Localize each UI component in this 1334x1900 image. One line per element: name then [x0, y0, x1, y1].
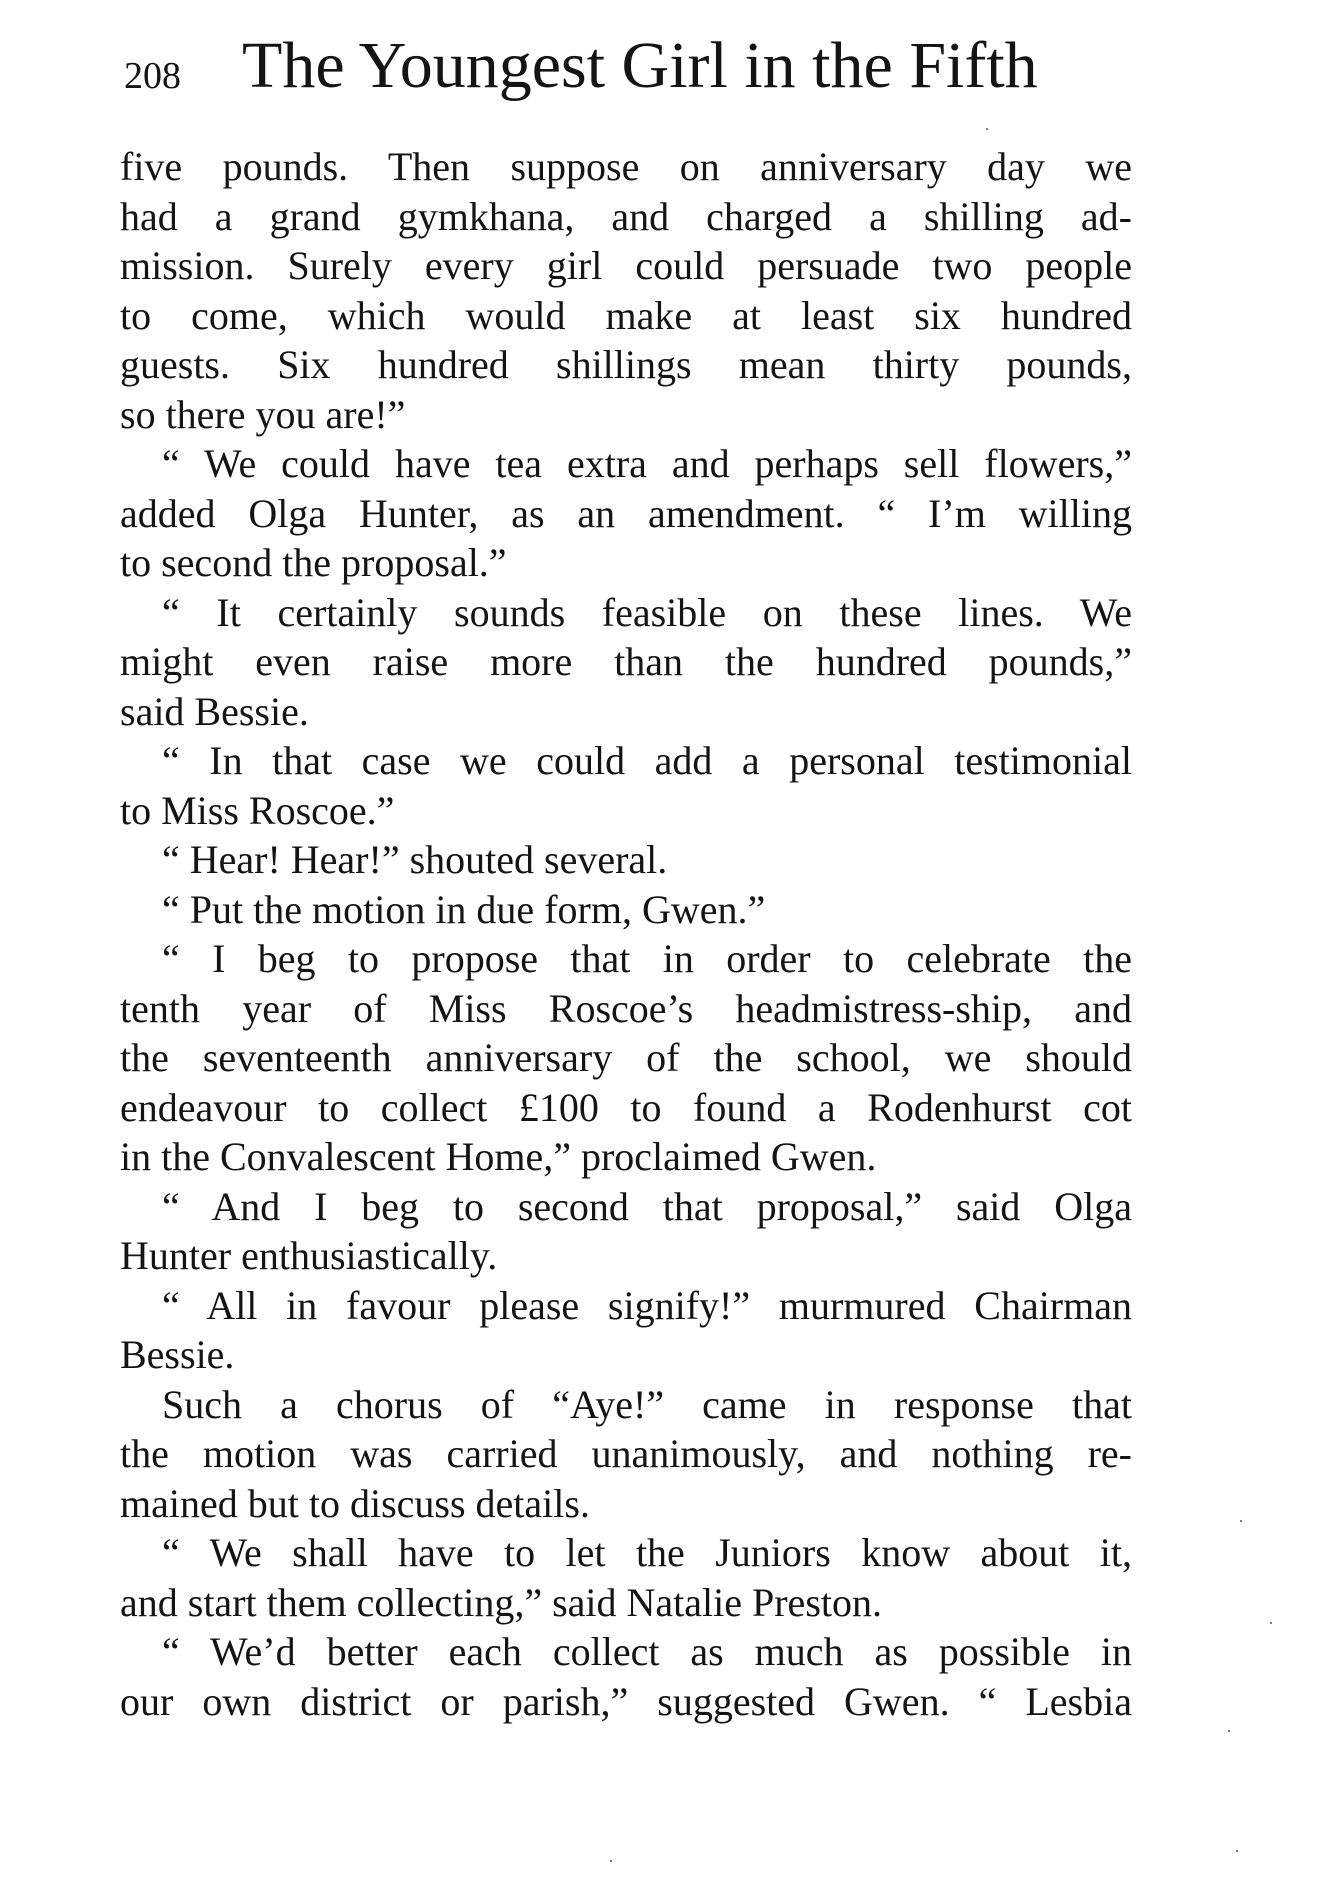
- text-line: Such a chorus of “Aye!” came in response that: [162, 1381, 1132, 1427]
- text-line: endeavour to collect £100 to found a Rodenhurst cot: [120, 1084, 1132, 1130]
- text-line: to Miss Roscoe.”: [120, 787, 395, 833]
- text-line: might even raise more than the hundred pounds,”: [120, 639, 1132, 684]
- scan-speck: [610, 1860, 612, 1862]
- text-line: said Bessie.: [120, 688, 309, 734]
- text-line: tenth year of Miss Roscoe’s headmistress-ship, and: [120, 985, 1132, 1031]
- text-line: “ We’d better each collect as much as possible in: [162, 1629, 1132, 1674]
- running-title: The Youngest Girl in the Fifth: [242, 29, 1038, 102]
- scan-speck: [1236, 1850, 1238, 1852]
- text-line: our own district or parish,” suggested Gwen. “ Lesbia: [120, 1678, 1132, 1724]
- text-line: “ We shall have to let the Juniors know about it,: [162, 1530, 1132, 1575]
- text-line: the seventeenth anniversary of the school, we should: [120, 1035, 1132, 1080]
- text-line: so there you are!”: [120, 391, 406, 437]
- text-line: “ It certainly sounds feasible on these lines. We: [162, 589, 1132, 635]
- text-line: to second the proposal.”: [120, 540, 507, 585]
- scan-speck: [986, 128, 988, 130]
- text-line: “ In that case we could add a personal testimonial: [162, 738, 1132, 783]
- text-line: “ Put the motion in due form, Gwen.”: [162, 886, 766, 932]
- text-line: Bessie.: [120, 1332, 235, 1377]
- text-line: mained but to discuss details.: [120, 1480, 590, 1526]
- scan-speck: [1240, 1520, 1242, 1522]
- text-line: Hunter enthusiastically.: [120, 1233, 498, 1278]
- body-text: [120, 142, 1132, 1726]
- page-number: 208: [124, 55, 181, 97]
- running-header: [124, 28, 1134, 108]
- text-line: “ And I beg to second that proposal,” said Olga: [162, 1183, 1132, 1229]
- text-line: guests. Six hundred shillings mean thirty pounds,: [120, 342, 1132, 387]
- text-line: added Olga Hunter, as an amendment. “ I’m willing: [120, 490, 1132, 536]
- text-line: “ All in favour please signify!” murmured Chairman: [162, 1282, 1132, 1328]
- scan-speck: [1228, 1730, 1230, 1732]
- text-line: the motion was carried unanimously, and nothing re-: [120, 1431, 1132, 1476]
- scan-speck: [1270, 1622, 1272, 1624]
- text-line: to come, which would make at least six hundred: [120, 292, 1132, 338]
- text-line: five pounds. Then suppose on anniversary day we: [120, 144, 1132, 189]
- text-line: had a grand gymkhana, and charged a shilling ad-: [120, 193, 1132, 239]
- text-line: “ Hear! Hear!” shouted several.: [162, 837, 668, 882]
- text-line: mission. Surely every girl could persuade two people: [120, 243, 1132, 288]
- text-line: and start them collecting,” said Natalie Preston.: [120, 1579, 882, 1625]
- text-line: in the Convalescent Home,” proclaimed Gwen.: [120, 1134, 877, 1179]
- text-line: “ We could have tea extra and perhaps sell flowers,”: [162, 441, 1132, 486]
- text-line: “ I beg to propose that in order to celebrate the: [162, 936, 1132, 981]
